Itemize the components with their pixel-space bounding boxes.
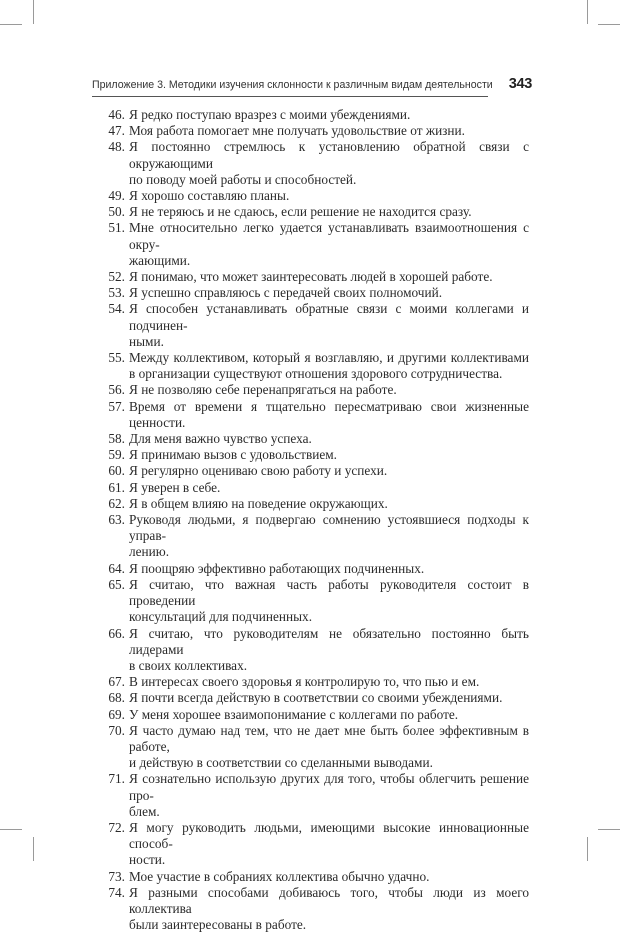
list-item xyxy=(99,431,529,447)
item-text-line: Я не позволяю себе перенапрягаться на работе. xyxy=(129,382,397,398)
item-number: 61. xyxy=(108,479,125,495)
list-item xyxy=(99,577,529,626)
list-item xyxy=(99,885,529,933)
item-text xyxy=(129,771,529,820)
item-number: 60. xyxy=(108,463,125,479)
item-text-line: ными. xyxy=(129,333,164,349)
item-number: 59. xyxy=(108,447,125,463)
item-text xyxy=(129,820,529,869)
item-number: 67. xyxy=(108,674,125,690)
item-text xyxy=(129,869,529,885)
list-item xyxy=(99,496,529,512)
item-text-line: в организации существуют отношения здорового сотрудничества. xyxy=(129,366,503,382)
list-item xyxy=(99,447,529,463)
item-text-line: ности. xyxy=(129,852,166,868)
list-item xyxy=(99,480,529,496)
item-text xyxy=(129,561,529,577)
list-item xyxy=(99,188,529,204)
item-text xyxy=(129,723,529,772)
item-text xyxy=(129,512,529,561)
item-text-line: Для меня важно чувство успеха. xyxy=(129,431,312,447)
item-number: 63. xyxy=(108,512,125,528)
list-item xyxy=(99,723,529,772)
crop-mark xyxy=(587,837,588,861)
item-text xyxy=(129,123,529,139)
item-text-line: Между коллективом, который я возглавляю, и другими коллективами xyxy=(129,350,529,366)
list-item xyxy=(99,220,529,269)
list-item xyxy=(99,139,529,188)
item-text-line: Я в общем влияю на поведение окружающих. xyxy=(129,495,388,511)
item-text-line: Моя работа помогает мне получать удовольствие от жизни. xyxy=(129,123,465,139)
list-item xyxy=(99,350,529,382)
item-number: 68. xyxy=(108,690,125,706)
crop-mark xyxy=(33,837,34,861)
item-number: 73. xyxy=(108,868,125,884)
item-number: 49. xyxy=(108,188,125,204)
item-text xyxy=(129,285,529,301)
list-item xyxy=(99,285,529,301)
list-item xyxy=(99,463,529,479)
list-item xyxy=(99,674,529,690)
item-number: 53. xyxy=(108,285,125,301)
item-text-line: Мне относительно легко удается устанавливать взаимоотношения с окру- xyxy=(129,220,529,252)
item-text xyxy=(129,204,529,220)
item-text-line: Я могу руководить людьми, имеющими высокие инновационные способ- xyxy=(129,819,529,852)
item-text xyxy=(129,674,529,690)
item-text-line: Я поощряю эффективно работающих подчиненных. xyxy=(129,560,425,576)
item-text-line: Время от времени я тщательно пересматриваю свои жизненные ценности. xyxy=(129,398,529,430)
list-item xyxy=(99,690,529,706)
running-header xyxy=(92,76,532,95)
item-text-line: Я считаю, что руководителям не обязательно постоянно быть лидерами xyxy=(129,625,529,657)
item-text xyxy=(129,577,529,626)
item-text-line: в своих коллективах. xyxy=(129,657,248,673)
item-text xyxy=(129,480,529,496)
crop-mark xyxy=(33,0,34,24)
item-text xyxy=(129,399,529,431)
item-number: 62. xyxy=(108,495,125,511)
item-text-line: Я хорошо составляю планы. xyxy=(129,188,290,204)
list-item xyxy=(99,399,529,431)
crop-mark xyxy=(598,24,620,25)
item-number: 65. xyxy=(108,576,125,592)
item-number: 54. xyxy=(108,301,125,317)
item-text-line: были заинтересованы в работе. xyxy=(129,917,307,933)
item-number: 64. xyxy=(108,560,125,576)
item-number: 66. xyxy=(108,625,125,641)
list-item xyxy=(99,204,529,220)
item-text-line: Я успешно справляюсь с передачей своих полномочий. xyxy=(129,285,443,301)
item-text xyxy=(129,626,529,675)
list-item xyxy=(99,869,529,885)
item-number: 57. xyxy=(108,398,125,414)
item-number: 72. xyxy=(108,819,125,835)
item-text-line: Я не теряюсь и не сдаюсь, если решение не находится сразу. xyxy=(129,204,472,220)
list-item xyxy=(99,512,529,561)
item-text xyxy=(129,885,529,933)
item-number: 47. xyxy=(108,123,125,139)
item-text xyxy=(129,107,529,123)
list-item xyxy=(99,561,529,577)
item-text xyxy=(129,707,529,723)
item-text-line: по поводу моей работы и способностей. xyxy=(129,171,357,187)
item-text xyxy=(129,269,529,285)
crop-mark xyxy=(0,24,22,25)
list-item xyxy=(99,301,529,350)
item-text-line: Я понимаю, что может заинтересовать людей в хорошей работе. xyxy=(129,269,493,285)
item-text-line: У меня хорошее взаимопонимание с коллегами по работе. xyxy=(129,706,459,722)
item-text-line: Я способен устанавливать обратные связи с моими коллегами и подчинен- xyxy=(129,301,529,333)
list-item xyxy=(99,820,529,869)
crop-mark xyxy=(0,829,22,830)
list-item xyxy=(99,707,529,723)
header-title: Приложение 3. Методики изучения склонности к различным видам деятельности xyxy=(92,79,493,91)
crop-mark xyxy=(587,0,588,24)
item-text-line: Я постоянно стремлюсь к установлению обратной связи с окружающими xyxy=(129,139,529,171)
item-text-line: В интересах своего здоровья я контролирую то, что пью и ем. xyxy=(129,674,480,690)
item-text-line: лению. xyxy=(129,544,170,560)
crop-mark xyxy=(598,829,620,830)
item-text-line: Я считаю, что важная часть работы руководителя состоит в проведении xyxy=(129,576,529,609)
item-number: 52. xyxy=(108,269,125,285)
item-text xyxy=(129,188,529,204)
item-text-line: Я регулярно оцениваю свою работу и успехи. xyxy=(129,463,388,479)
item-text xyxy=(129,431,529,447)
page-number: 343 xyxy=(508,76,532,92)
list-item xyxy=(99,269,529,285)
item-text-line: консультаций для подчиненных. xyxy=(129,609,313,625)
list-item xyxy=(99,107,529,123)
item-text xyxy=(129,139,529,188)
list-item xyxy=(99,626,529,675)
item-number: 70. xyxy=(108,722,125,738)
questionnaire-list xyxy=(99,107,529,933)
item-text-line: Я разными способами добиваюсь того, чтобы люди из моего коллектива xyxy=(129,884,529,916)
header-rule xyxy=(92,96,488,97)
item-text-line: Я почти всегда действую в соответствии со своими убеждениями. xyxy=(129,690,503,706)
item-text-line: Мое участие в собраниях коллектива обычно удачно. xyxy=(129,868,430,884)
item-number: 69. xyxy=(108,706,125,722)
item-text-line: Я редко поступаю вразрез с моими убеждениями. xyxy=(129,107,411,122)
item-text-line: Я уверен в себе. xyxy=(129,479,221,495)
item-text xyxy=(129,350,529,382)
item-number: 55. xyxy=(108,350,125,366)
item-text-line: Я принимаю вызов с удовольствием. xyxy=(129,447,337,463)
item-text-line: Я сознательно использую других для того, чтобы облегчить решение про- xyxy=(129,771,529,803)
list-item xyxy=(99,771,529,820)
item-text xyxy=(129,463,529,479)
item-text xyxy=(129,690,529,706)
item-text xyxy=(129,496,529,512)
item-number: 51. xyxy=(108,220,125,236)
item-text-line: жающими. xyxy=(129,252,191,268)
item-text-line: блем. xyxy=(129,803,160,819)
item-number: 50. xyxy=(108,204,125,220)
item-text xyxy=(129,220,529,269)
item-text xyxy=(129,447,529,463)
item-number: 74. xyxy=(108,884,125,900)
item-number: 46. xyxy=(108,107,125,122)
item-text-line: и действую в соответствии со сделанными выводами. xyxy=(129,755,433,771)
item-number: 58. xyxy=(108,431,125,447)
item-text-line: Руководя людьми, я подвергаю сомнению устоявшиеся подходы к управ- xyxy=(129,512,529,544)
item-text xyxy=(129,301,529,350)
item-number: 48. xyxy=(108,139,125,155)
list-item xyxy=(99,123,529,139)
item-number: 56. xyxy=(108,382,125,398)
item-text-line: Я часто думаю над тем, что не дает мне быть более эффективным в работе, xyxy=(129,722,529,754)
item-text xyxy=(129,382,529,398)
item-number: 71. xyxy=(108,771,125,787)
list-item xyxy=(99,382,529,398)
